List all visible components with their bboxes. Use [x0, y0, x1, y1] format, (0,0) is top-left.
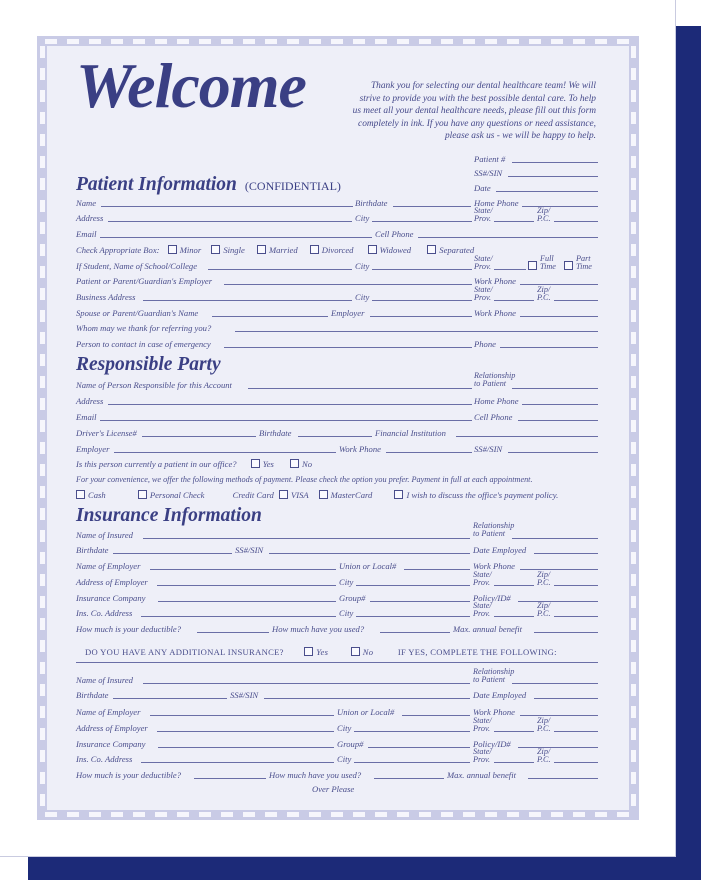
responsible-address-field[interactable]: [108, 404, 472, 405]
license-field[interactable]: [142, 436, 256, 437]
union-field[interactable]: [404, 569, 470, 570]
birthdate-field[interactable]: [393, 206, 471, 207]
married-option[interactable]: Married: [257, 245, 298, 255]
responsible-ss-field[interactable]: [508, 452, 598, 453]
insured2-name-label: Name of Insured: [76, 675, 133, 685]
insured-ss-label: SS#/SIN: [235, 545, 264, 555]
divorced-checkbox[interactable]: [310, 245, 319, 254]
name-field[interactable]: [101, 206, 353, 207]
additional-no[interactable]: No: [351, 647, 374, 657]
city-label: City: [355, 213, 370, 223]
insurance-company-label: Insurance Company: [76, 593, 146, 603]
amount-used2-field[interactable]: [374, 778, 444, 779]
insured2-employer-label: Name of Employer: [76, 707, 141, 717]
cash-option[interactable]: Cash: [76, 490, 106, 500]
union-label: Union or Local#: [339, 561, 397, 571]
amount-used-field[interactable]: [380, 632, 450, 633]
mastercard-checkbox[interactable]: [319, 490, 328, 499]
header-ss-field[interactable]: [508, 176, 598, 177]
personal-check-checkbox[interactable]: [138, 490, 147, 499]
employer2-city-field[interactable]: [354, 731, 470, 732]
insured2-ss-label: SS#/SIN: [230, 690, 259, 700]
ins-co2-city-label: City: [337, 754, 352, 764]
deductible-field[interactable]: [197, 632, 269, 633]
emergency-phone-label: Phone: [474, 339, 496, 349]
max-benefit2-label: Max. annual benefit: [447, 770, 516, 780]
group-field[interactable]: [370, 601, 470, 602]
insured2-ss-field[interactable]: [264, 698, 470, 699]
employer2-state-field[interactable]: [494, 731, 534, 732]
cash-checkbox[interactable]: [76, 490, 85, 499]
additional-yes-checkbox[interactable]: [304, 647, 313, 656]
cell-phone-label: Cell Phone: [375, 229, 414, 239]
referral-label: Whom may we thank for referring you?: [76, 323, 212, 333]
married-checkbox[interactable]: [257, 245, 266, 254]
payment-note: For your convenience, we offer the following methods of payment. Please check the option you prefer. Payment in full at each appointment.: [76, 475, 533, 484]
ins-co-zip-field[interactable]: [554, 616, 598, 617]
union2-field[interactable]: [402, 715, 470, 716]
policy-label: Policy/ID#: [473, 593, 511, 603]
border-pattern-top: [45, 39, 635, 44]
school-label: If Student, Name of School/College: [76, 261, 198, 271]
marital-status-row: Check Appropriate Box: Minor Single Married Divorced Widowed Separated: [76, 245, 475, 255]
business-zip-field[interactable]: [554, 300, 598, 301]
city-field[interactable]: [372, 221, 472, 222]
ins-co2-address-field[interactable]: [141, 762, 334, 763]
state-field[interactable]: [494, 221, 534, 222]
employer-address-label: Address of Employer: [76, 577, 148, 587]
insured-name-field[interactable]: [143, 538, 470, 539]
single-option[interactable]: Single: [211, 245, 244, 255]
border-pattern-right: [631, 46, 636, 806]
max-benefit-field[interactable]: [534, 632, 598, 633]
responsible-cell-field[interactable]: [518, 420, 598, 421]
employer-label: Patient or Parent/Guardian's Employer: [76, 276, 213, 286]
license-label: Driver's License#: [76, 428, 137, 438]
minor-checkbox[interactable]: [168, 245, 177, 254]
insurance-company2-field[interactable]: [158, 747, 334, 748]
business-state-field[interactable]: [494, 300, 534, 301]
employer2-address-label: Address of Employer: [76, 723, 148, 733]
group2-field[interactable]: [368, 747, 470, 748]
complete-following-label: IF YES, COMPLETE THE FOLLOWING:: [397, 647, 557, 657]
current-patient-no-checkbox[interactable]: [290, 459, 299, 468]
zip-label: Zip/ P.C.: [537, 206, 551, 223]
insured2-birthdate-field[interactable]: [113, 698, 227, 699]
policy2-label: Policy/ID#: [473, 739, 511, 749]
date-employed-label: Date Employed: [473, 545, 527, 555]
business-state-label: State/ Prov.: [474, 285, 493, 302]
spouse-field[interactable]: [212, 316, 328, 317]
discuss-policy-checkbox[interactable]: [394, 490, 403, 499]
state-prov-label: State/ Prov.: [474, 206, 493, 223]
deductible2-field[interactable]: [194, 778, 266, 779]
ins-co-zip-label: Zip/ P.C.: [537, 601, 551, 618]
insured-birthdate-label: Birthdate: [76, 545, 109, 555]
discuss-policy-option[interactable]: I wish to discuss the office's payment policy.: [394, 490, 558, 500]
insured-employer-field[interactable]: [150, 569, 336, 570]
separated-option[interactable]: Separated: [427, 245, 474, 255]
business-city-field[interactable]: [372, 300, 472, 301]
responsible-party-heading: Responsible Party: [76, 354, 221, 375]
ins-co-address-label: Ins. Co. Address: [76, 608, 133, 618]
date-employed2-label: Date Employed: [473, 690, 527, 700]
address-label: Address: [76, 213, 104, 223]
name-label: Name: [76, 198, 97, 208]
employer2-state-label: State/ Prov.: [473, 716, 492, 733]
insured-relationship-label: Relationship to Patient: [473, 521, 515, 538]
deductible-label: How much is your deductible?: [76, 624, 182, 634]
school-city-field[interactable]: [372, 269, 472, 270]
mastercard-option[interactable]: MasterCard: [319, 490, 373, 500]
ins-co-state-label: State/ Prov.: [473, 601, 492, 618]
employer2-address-field[interactable]: [157, 731, 334, 732]
max-benefit-label: Max. annual benefit: [453, 624, 522, 634]
personal-check-option[interactable]: Personal Check: [138, 490, 205, 500]
employer-zip-label: Zip/ P.C.: [537, 570, 551, 587]
responsible-work-phone-label: Work Phone: [339, 444, 381, 454]
widowed-checkbox[interactable]: [368, 245, 377, 254]
insured-work-phone-field[interactable]: [520, 569, 598, 570]
employer-address-field[interactable]: [157, 585, 336, 586]
insured2-name-field[interactable]: [143, 683, 470, 684]
responsible-employer-field[interactable]: [114, 452, 336, 453]
current-patient-yes[interactable]: Yes: [251, 459, 274, 469]
spouse-work-phone-field[interactable]: [520, 316, 598, 317]
ins-co-state-field[interactable]: [494, 616, 534, 617]
additional-yes[interactable]: Yes: [304, 647, 328, 657]
ins-co-city-label: City: [339, 608, 354, 618]
insured2-birthdate-label: Birthdate: [76, 690, 109, 700]
insured-ss-field[interactable]: [269, 553, 470, 554]
emergency-contact-label: Person to contact in case of emergency: [76, 339, 211, 349]
current-patient-yes-checkbox[interactable]: [251, 459, 260, 468]
employer-state-label: State/ Prov.: [473, 570, 492, 587]
employer-state-field[interactable]: [494, 585, 534, 586]
spouse-employer-field[interactable]: [370, 316, 472, 317]
responsible-cell-label: Cell Phone: [474, 412, 513, 422]
ins-co2-address-label: Ins. Co. Address: [76, 754, 133, 764]
part-time-checkbox[interactable]: [564, 261, 573, 270]
responsible-home-phone-field[interactable]: [522, 404, 598, 405]
insured-relationship-field[interactable]: [512, 538, 598, 539]
date-employed-field[interactable]: [534, 553, 598, 554]
header-date-field[interactable]: [496, 191, 598, 192]
school-field[interactable]: [208, 269, 352, 270]
emergency-contact-field[interactable]: [224, 347, 472, 348]
insured-birthdate-field[interactable]: [113, 553, 232, 554]
responsible-home-phone-label: Home Phone: [474, 396, 519, 406]
insurance-info-heading: Insurance Information: [76, 505, 262, 526]
current-patient-row: Is this person currently a patient in our office? Yes No: [76, 459, 313, 469]
responsible-work-phone-field[interactable]: [386, 452, 472, 453]
divorced-option[interactable]: Divorced: [310, 245, 354, 255]
business-zip-label: Zip/ P.C.: [537, 285, 551, 302]
insurance-company2-label: Insurance Company: [76, 739, 146, 749]
payment-options-row: [76, 490, 558, 500]
single-checkbox[interactable]: [211, 245, 220, 254]
group-label: Group#: [339, 593, 366, 603]
patient-info-heading: Patient Information (CONFIDENTIAL): [76, 174, 341, 195]
ins-co2-zip-field[interactable]: [554, 762, 598, 763]
additional-insurance-row: DO YOU HAVE ANY ADDITIONAL INSURANCE? Yes No IF YES, COMPLETE THE FOLLOWING:: [85, 647, 557, 657]
cell-phone-field[interactable]: [418, 237, 598, 238]
ins-co2-city-field[interactable]: [354, 762, 470, 763]
business-city-label: City: [355, 292, 370, 302]
border-pattern-bottom: [45, 812, 635, 817]
business-address-label: Business Address: [76, 292, 136, 302]
credit-card-label: Credit Card: [232, 490, 274, 500]
financial-institution-field[interactable]: [456, 436, 598, 437]
additional-no-checkbox[interactable]: [351, 647, 360, 656]
school-state-field[interactable]: [494, 269, 526, 270]
employer-field[interactable]: [224, 284, 472, 285]
responsible-address-label: Address: [76, 396, 104, 406]
responsible-birthdate-field[interactable]: [298, 436, 372, 437]
referral-field[interactable]: [235, 331, 598, 332]
deductible2-label: How much is your deductible?: [76, 770, 182, 780]
work-phone-label: Work Phone: [474, 276, 516, 286]
spouse-label: Spouse or Parent/Guardian's Name: [76, 308, 199, 318]
visa-checkbox[interactable]: [279, 490, 288, 499]
confidential-label: (CONFIDENTIAL): [244, 179, 341, 193]
school-city-label: City: [355, 261, 370, 271]
union2-label: Union or Local#: [337, 707, 395, 717]
insured2-relationship-label: Relationship to Patient: [473, 667, 515, 684]
ins-co2-state-label: State/ Prov.: [473, 747, 492, 764]
over-please-label: Over Please: [312, 784, 355, 794]
ins-co2-state-field[interactable]: [494, 762, 534, 763]
employer2-city-label: City: [337, 723, 352, 733]
group2-label: Group#: [337, 739, 364, 749]
employer-city-label: City: [339, 577, 354, 587]
responsible-relationship-label: Relationship to Patient: [474, 371, 516, 388]
employer2-zip-field[interactable]: [554, 731, 598, 732]
border-pattern-left: [40, 46, 45, 806]
section-divider: [76, 662, 598, 663]
full-time-label: Full Time: [540, 254, 556, 271]
separated-checkbox[interactable]: [427, 245, 436, 254]
ins-co-address-field[interactable]: [141, 616, 336, 617]
insured2-relationship-field[interactable]: [512, 683, 598, 684]
business-address-field[interactable]: [143, 300, 352, 301]
policy-field[interactable]: [518, 601, 598, 602]
max-benefit2-field[interactable]: [528, 778, 598, 779]
intro-text: Thank you for selecting our dental healthcare team! We will strive to provide you with the best possible dental care. To help us meet all your dental healthcare needs, please fill out this form completely in ink. If you have any questions or need assistance, please ask us - we will be happy to help.: [352, 81, 596, 141]
responsible-employer-label: Employer: [76, 444, 110, 454]
widowed-option[interactable]: Widowed: [368, 245, 412, 255]
responsible-ss-label: SS#/SIN: [474, 444, 503, 454]
spouse-employer-label: Employer: [331, 308, 365, 318]
ins-co-city-field[interactable]: [356, 616, 470, 617]
full-time-checkbox[interactable]: [528, 261, 537, 270]
responsible-relationship-field[interactable]: [512, 388, 598, 389]
amount-used-label: How much have you used?: [272, 624, 365, 634]
employer-zip-field[interactable]: [554, 585, 598, 586]
address-field[interactable]: [108, 221, 352, 222]
part-time-label: Part Time: [576, 254, 592, 271]
responsible-name-label: Name of Person Responsible for this Account: [76, 380, 232, 390]
birthdate-label: Birthdate: [355, 198, 388, 208]
insured2-work-phone-field[interactable]: [520, 715, 598, 716]
insured2-employer-field[interactable]: [150, 715, 334, 716]
header-ss-label: SS#/SIN: [474, 168, 503, 178]
spouse-work-phone-label: Work Phone: [474, 308, 516, 318]
email-label: Email: [76, 229, 97, 239]
minor-option[interactable]: Minor: [168, 245, 201, 255]
email-field[interactable]: [100, 237, 372, 238]
responsible-name-field[interactable]: [248, 388, 472, 389]
responsible-email-field[interactable]: [100, 420, 472, 421]
amount-used2-label: How much have you used?: [269, 770, 362, 780]
responsible-birthdate-label: Birthdate: [259, 428, 292, 438]
emergency-phone-field[interactable]: [500, 347, 598, 348]
patient-number-field[interactable]: [512, 162, 598, 163]
work-phone-field[interactable]: [520, 284, 598, 285]
visa-option[interactable]: VISA: [279, 490, 309, 500]
policy2-field[interactable]: [518, 747, 598, 748]
home-phone-field[interactable]: [522, 206, 598, 207]
financial-institution-label: Financial Institution: [375, 428, 446, 438]
insured-employer-label: Name of Employer: [76, 561, 141, 571]
patient-number-label: Patient #: [474, 154, 506, 164]
date-employed2-field[interactable]: [534, 698, 598, 699]
current-patient-no[interactable]: No: [290, 459, 312, 469]
header-date-label: Date: [474, 183, 491, 193]
home-phone-label: Home Phone: [474, 198, 519, 208]
school-state-label: State/ Prov.: [474, 254, 493, 271]
insured2-work-phone-label: Work Phone: [473, 707, 515, 717]
insured-name-label: Name of Insured: [76, 530, 133, 540]
employer2-zip-label: Zip/ P.C.: [537, 716, 551, 733]
employer-city-field[interactable]: [356, 585, 470, 586]
insurance-company-field[interactable]: [158, 601, 336, 602]
zip-field[interactable]: [554, 221, 598, 222]
ins-co2-zip-label: Zip/ P.C.: [537, 747, 551, 764]
responsible-email-label: Email: [76, 412, 97, 422]
insured-work-phone-label: Work Phone: [473, 561, 515, 571]
welcome-title: Welcome: [76, 50, 306, 121]
